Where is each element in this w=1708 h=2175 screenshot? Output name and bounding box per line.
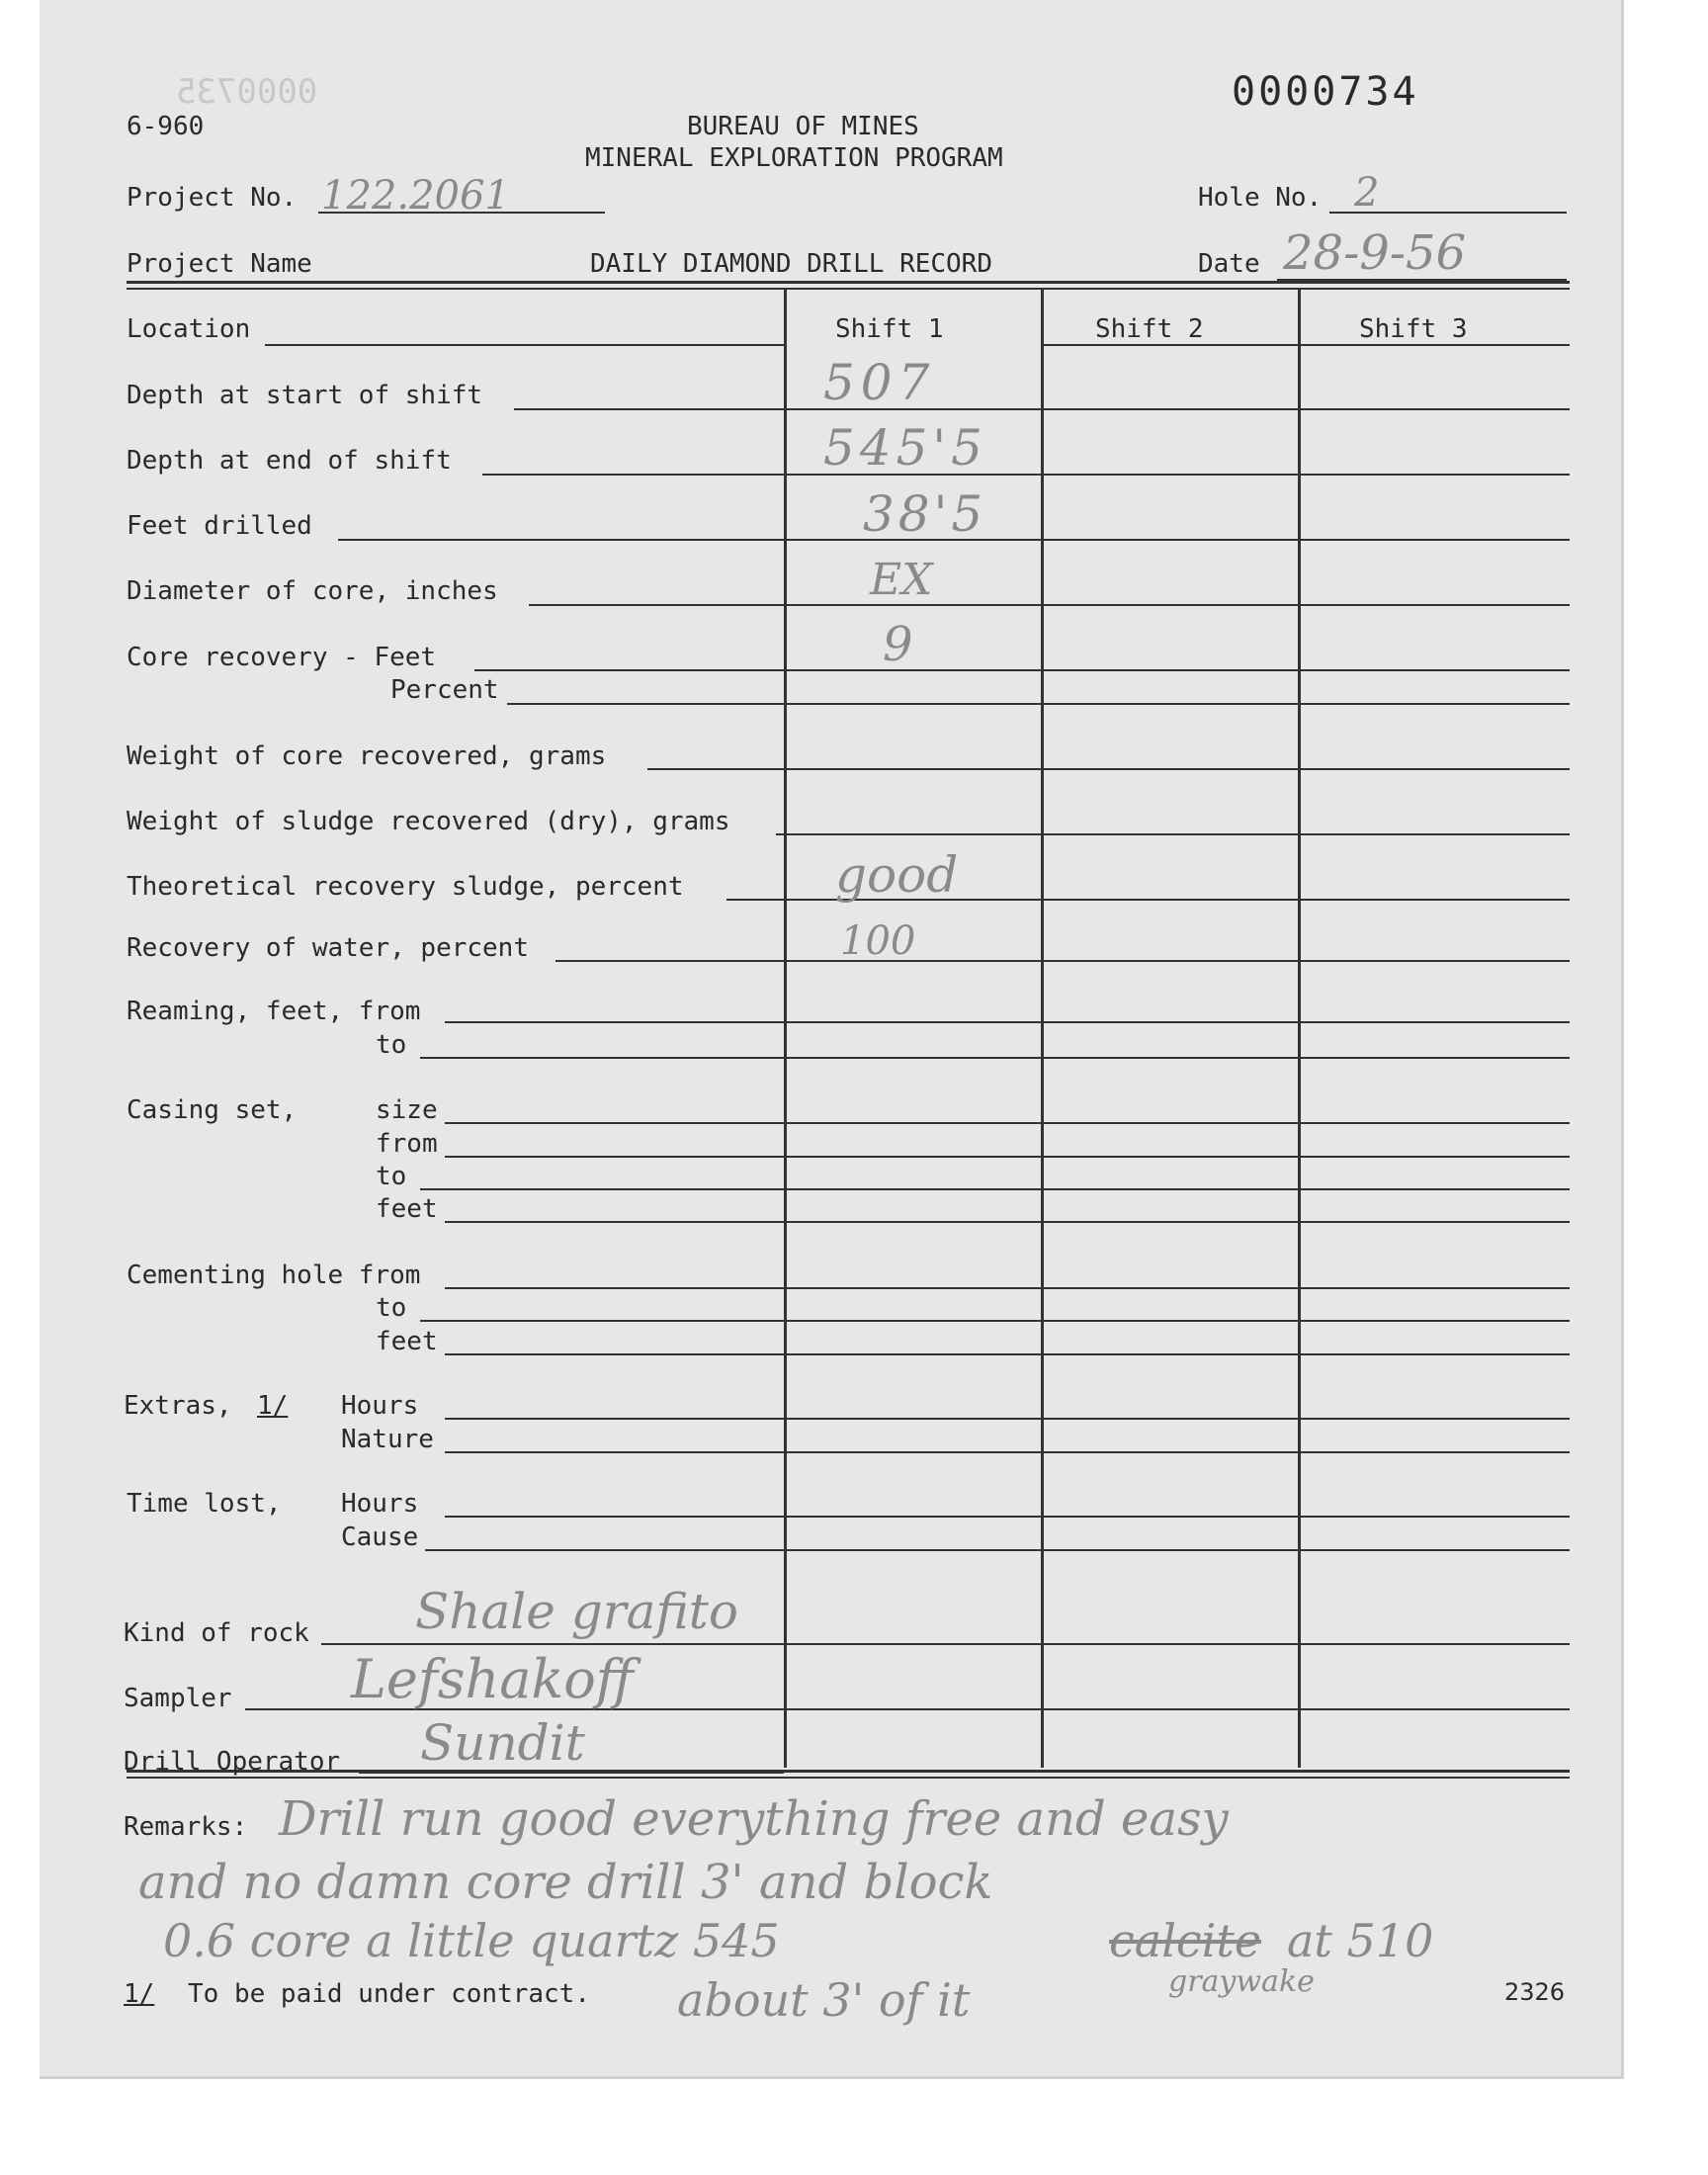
cementing-to-label: to: [376, 1293, 407, 1323]
table-top-rule-2: [127, 288, 1570, 290]
shift1-depth-start: 507: [823, 354, 936, 411]
location-label: Location: [127, 314, 251, 344]
drill-operator-line: [359, 1772, 784, 1774]
shift1-divider: [784, 288, 787, 1768]
core-recovery-label: Core recovery - Feet: [127, 643, 437, 672]
shift3-header: Shift 3: [1359, 314, 1468, 344]
agency-title: BUREAU OF MINES: [687, 112, 919, 141]
table-bottom-rule: [127, 1770, 1570, 1773]
program-title: MINERAL EXPLORATION PROGRAM: [585, 143, 1003, 173]
location-line: [265, 344, 784, 346]
remarks-line-3: 0.6 core a little quartz 545: [163, 1914, 780, 1967]
date-value: 28-9-56: [1283, 225, 1467, 281]
feet-drilled-label: Feet drilled: [127, 511, 312, 541]
kind-of-rock-value: Shale grafito: [415, 1583, 739, 1640]
cementing-to-line: [420, 1320, 1570, 1322]
depth-start-line: [514, 408, 1570, 410]
remarks-line-4: about 3' of it: [677, 1973, 971, 2027]
remarks-graywake: graywake: [1168, 1964, 1315, 1999]
percent-label: Percent: [390, 675, 499, 705]
extras-nature-line: [445, 1451, 1570, 1453]
kind-of-rock-label: Kind of rock: [124, 1618, 309, 1648]
form-number: 6-960: [127, 112, 205, 141]
sampler-value: Lefshakoff: [351, 1648, 634, 1710]
hole-no-label: Hole No.: [1198, 183, 1323, 213]
casing-from-label: from: [376, 1129, 438, 1159]
cementing-from-line: [445, 1287, 1570, 1289]
shift2-divider: [1041, 288, 1044, 1768]
remarks-label: Remarks:: [124, 1812, 248, 1842]
remarks-line-1: Drill run good everything free and easy: [279, 1791, 1229, 1847]
record-title: DAILY DIAMOND DRILL RECORD: [590, 249, 992, 279]
drill-operator-value: Sundit: [420, 1714, 585, 1772]
remarks-line-3-end: at 510: [1287, 1914, 1434, 1967]
shift1-header: Shift 1: [835, 314, 944, 344]
extras-nature-label: Nature: [341, 1425, 434, 1454]
shift1-feet-drilled: 38'5: [863, 485, 987, 543]
percent-line: [507, 703, 1570, 705]
cementing-feet-label: feet: [376, 1327, 438, 1356]
depth-end-line: [482, 474, 1570, 476]
time-lost-cause-label: Cause: [341, 1522, 419, 1552]
diameter-label: Diameter of core, inches: [127, 576, 498, 606]
water-label: Recovery of water, percent: [127, 933, 529, 963]
project-name-label: Project Name: [127, 249, 312, 279]
document-number: 0000734: [1232, 69, 1419, 115]
time-lost-cause-line: [425, 1549, 1570, 1551]
weight-sludge-label: Weight of sludge recovered (dry), grams: [127, 807, 730, 836]
extras-footnote-mark: 1/: [257, 1391, 289, 1421]
casing-feet-label: feet: [376, 1194, 438, 1224]
time-lost-hours-label: Hours: [341, 1489, 419, 1519]
weight-sludge-line: [776, 833, 1570, 835]
kind-of-rock-line: [321, 1643, 1570, 1645]
location-line-right: [1041, 344, 1570, 346]
weight-core-label: Weight of core recovered, grams: [127, 741, 607, 771]
form-sheet: [40, 0, 1624, 2079]
shift1-theoretical: good: [835, 846, 959, 904]
depth-start-label: Depth at start of shift: [127, 381, 483, 410]
project-no-label: Project No.: [127, 183, 298, 213]
footnote-text: To be paid under contract.: [188, 1979, 590, 2009]
table-top-rule: [127, 281, 1570, 284]
weight-core-line: [647, 768, 1570, 770]
casing-label: Casing set,: [127, 1095, 298, 1125]
shift3-divider: [1298, 288, 1301, 1768]
casing-from-line: [445, 1156, 1570, 1158]
shift1-depth-end: 545'5: [823, 419, 987, 477]
time-lost-label: Time lost,: [127, 1489, 282, 1519]
reaming-to-line: [420, 1057, 1570, 1059]
water-line: [555, 960, 1570, 962]
project-no-value: 122.2061: [321, 173, 510, 218]
time-lost-hours-line: [445, 1516, 1570, 1518]
remarks-struck-word: calcite: [1109, 1914, 1262, 1967]
footnote-mark: 1/: [124, 1979, 155, 2009]
shift1-water: 100: [840, 918, 916, 964]
hole-no-value: 2: [1354, 170, 1380, 216]
drill-operator-label: Drill Operator: [124, 1747, 341, 1777]
bleed-through-number: 0000735: [176, 72, 318, 112]
date-label: Date: [1198, 249, 1260, 279]
extras-label: Extras,: [124, 1391, 232, 1421]
depth-end-label: Depth at end of shift: [127, 446, 452, 476]
casing-to-label: to: [376, 1162, 407, 1191]
casing-size-line: [445, 1122, 1570, 1124]
table-bottom-rule-2: [127, 1777, 1570, 1779]
sampler-label: Sampler: [124, 1684, 232, 1713]
shift1-core-recovery: 9: [883, 617, 913, 672]
casing-to-line: [420, 1188, 1570, 1190]
theoretical-label: Theoretical recovery sludge, percent: [127, 872, 684, 902]
reaming-label: Reaming, feet, from: [127, 997, 421, 1026]
diameter-line: [529, 604, 1570, 606]
page-code: 2326: [1504, 1978, 1566, 2006]
cementing-label: Cementing hole from: [127, 1261, 421, 1290]
reaming-from-line: [445, 1021, 1570, 1023]
casing-feet-line: [445, 1221, 1570, 1223]
shift1-diameter: EX: [870, 555, 933, 605]
remarks-line-2: and no damn core drill 3' and block: [138, 1855, 993, 1910]
cementing-feet-line: [445, 1353, 1570, 1355]
extras-hours-label: Hours: [341, 1391, 419, 1421]
extras-hours-line: [445, 1418, 1570, 1420]
shift2-header: Shift 2: [1095, 314, 1204, 344]
casing-size-label: size: [376, 1095, 438, 1125]
reaming-to-label: to: [376, 1030, 407, 1060]
core-recovery-line: [474, 669, 1570, 671]
